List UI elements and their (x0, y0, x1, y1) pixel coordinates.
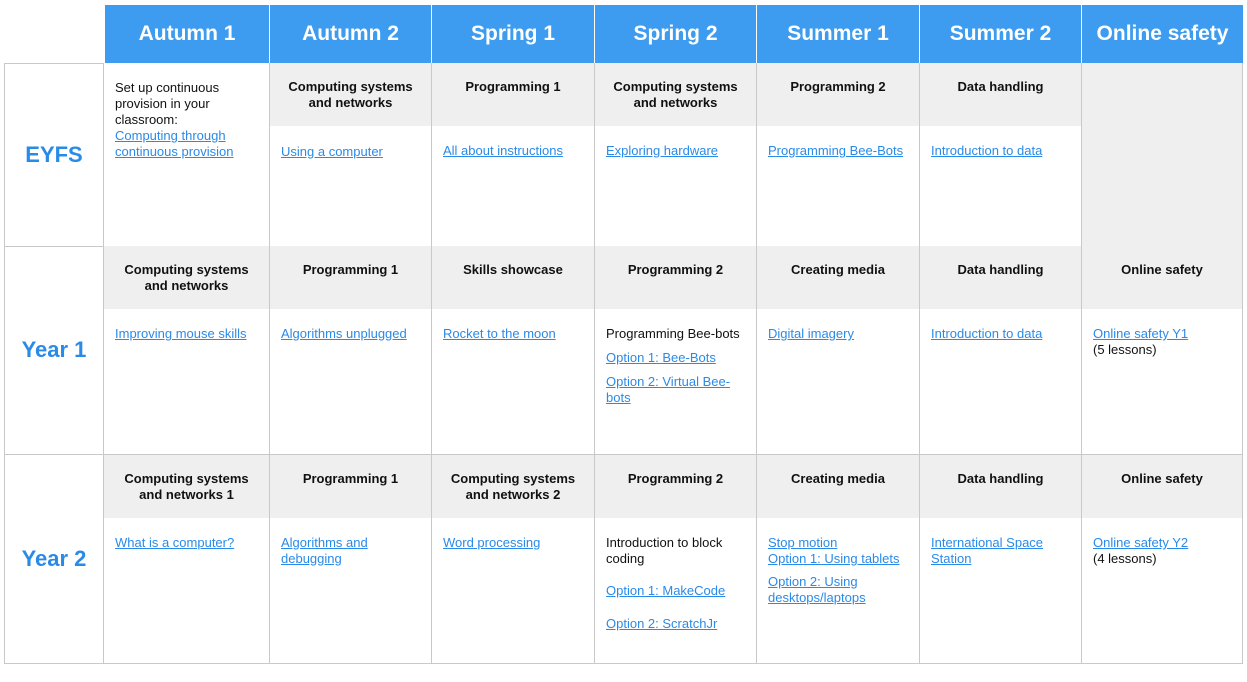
eyfs-autumn-1-content (104, 63, 269, 160)
year2-summer-1-stop-motion-link[interactable]: Stop motion (768, 535, 838, 550)
year2-spring-2-text: Introduction to block coding (606, 535, 723, 566)
year1-spring-2-option-1-link[interactable]: Option 1: Bee-Bots (606, 350, 716, 365)
column-header-summer-2: Summer 2 (919, 5, 1081, 63)
year1-summer-2-unit-title: Data handling (920, 246, 1081, 309)
year2-spring-2-option-1-link[interactable]: Option 1: MakeCode (606, 583, 726, 598)
year2-autumn-1-unit-title: Computing systems and networks 1 (104, 455, 269, 518)
year1-spring-2-option-2-link[interactable]: Option 2: Virtual Bee-bots (606, 374, 731, 405)
column-header-online-safety: Online safety (1081, 5, 1243, 63)
year2-summer-2-link[interactable]: International Space Station (931, 535, 1044, 566)
row-label-year-1: Year 1 (4, 246, 103, 455)
eyfs-autumn-1-text: Set up continuous provision in your classroom: (115, 80, 220, 127)
year2-summer-1-cell (756, 455, 919, 664)
year1-online-safety-link[interactable]: Online safety Y1 (1093, 326, 1189, 341)
year1-autumn-1-unit-title: Computing systems and networks (104, 246, 269, 309)
eyfs-summer-1-link[interactable]: Programming Bee-Bots (768, 143, 904, 158)
column-header-spring-2: Spring 2 (594, 5, 756, 63)
year2-summer-2-unit-title: Data handling (920, 455, 1081, 518)
year1-autumn-2-link[interactable]: Algorithms unplugged (281, 326, 407, 341)
year1-autumn-2-unit-title: Programming 1 (270, 246, 431, 309)
year1-autumn-2-cell (269, 246, 431, 455)
year1-spring-1-unit-title: Skills showcase (432, 246, 594, 309)
eyfs-spring-1-link[interactable]: All about instructions (443, 143, 563, 158)
year1-summer-2-cell (919, 246, 1081, 455)
column-header-autumn-2: Autumn 2 (269, 5, 431, 63)
year2-summer-1-option-2-link[interactable]: Option 2: Using desktops/laptops (768, 574, 866, 605)
column-header-summer-1: Summer 1 (756, 5, 919, 63)
year1-spring-2-text: Programming Bee-bots (606, 326, 740, 341)
year1-summer-1-unit-title: Creating media (757, 246, 919, 309)
year1-summer-2-link[interactable]: Introduction to data (931, 326, 1043, 341)
year2-online-safety-link[interactable]: Online safety Y2 (1093, 535, 1189, 550)
year1-autumn-1-cell (103, 246, 269, 455)
eyfs-summer-2-unit-title: Data handling (920, 63, 1081, 126)
year2-spring-2-option-2-link[interactable]: Option 2: ScratchJr (606, 616, 718, 631)
year2-autumn-1-cell (103, 455, 269, 664)
year1-online-safety-cell (1081, 246, 1243, 455)
year1-online-safety-unit-title: Online safety (1082, 246, 1242, 309)
year2-online-safety-cell (1081, 455, 1243, 664)
eyfs-spring-2-cell (594, 63, 756, 247)
eyfs-spring-1-cell (431, 63, 594, 247)
year2-summer-1-option-1-link[interactable]: Option 1: Using tablets (768, 551, 900, 566)
year1-spring-1-link[interactable]: Rocket to the moon (443, 326, 556, 341)
eyfs-spring-2-link[interactable]: Exploring hardware (606, 143, 719, 158)
year2-spring-2-cell (594, 455, 756, 664)
eyfs-autumn-1-link[interactable]: Computing through continuous provision (115, 128, 234, 159)
year2-online-safety-unit-title: Online safety (1082, 455, 1242, 518)
eyfs-online-safety-cell (1081, 63, 1243, 247)
eyfs-spring-2-unit-title: Computing systems and networks (595, 63, 756, 126)
eyfs-autumn-2-link[interactable]: Using a computer (281, 144, 383, 159)
year1-spring-1-cell (431, 246, 594, 455)
column-header-spring-1: Spring 1 (431, 5, 594, 63)
year1-online-safety-lessons: (5 lessons) (1093, 342, 1157, 357)
row-label-year-2: Year 2 (4, 455, 103, 664)
eyfs-summer-2-link[interactable]: Introduction to data (931, 143, 1043, 158)
year1-autumn-1-link[interactable]: Improving mouse skills (115, 326, 247, 341)
year2-summer-1-unit-title: Creating media (757, 455, 919, 518)
eyfs-autumn-2-cell (269, 63, 431, 247)
year2-autumn-2-cell (269, 455, 431, 664)
eyfs-summer-1-cell (756, 63, 919, 247)
year2-spring-1-link[interactable]: Word processing (443, 535, 541, 550)
eyfs-summer-2-cell (919, 63, 1081, 247)
year2-spring-1-unit-title: Computing systems and networks 2 (432, 455, 594, 518)
year2-autumn-1-link[interactable]: What is a computer? (115, 535, 235, 550)
year1-summer-1-cell (756, 246, 919, 455)
eyfs-autumn-1-cell (103, 63, 269, 247)
eyfs-autumn-2-unit-title: Computing systems and networks (270, 63, 431, 126)
year2-summer-2-cell (919, 455, 1081, 664)
year1-spring-2-unit-title: Programming 2 (595, 246, 756, 309)
year2-autumn-2-unit-title: Programming 1 (270, 455, 431, 518)
year1-summer-1-link[interactable]: Digital imagery (768, 326, 854, 341)
eyfs-summer-1-unit-title: Programming 2 (757, 63, 919, 126)
year2-autumn-2-link[interactable]: Algorithms and debugging (281, 535, 368, 566)
row-label-eyfs: EYFS (4, 63, 103, 247)
eyfs-spring-1-unit-title: Programming 1 (432, 63, 594, 126)
year2-online-safety-lessons: (4 lessons) (1093, 551, 1157, 566)
year2-spring-2-unit-title: Programming 2 (595, 455, 756, 518)
year1-spring-2-cell (594, 246, 756, 455)
year2-spring-1-cell (431, 455, 594, 664)
column-header-autumn-1: Autumn 1 (104, 5, 269, 63)
